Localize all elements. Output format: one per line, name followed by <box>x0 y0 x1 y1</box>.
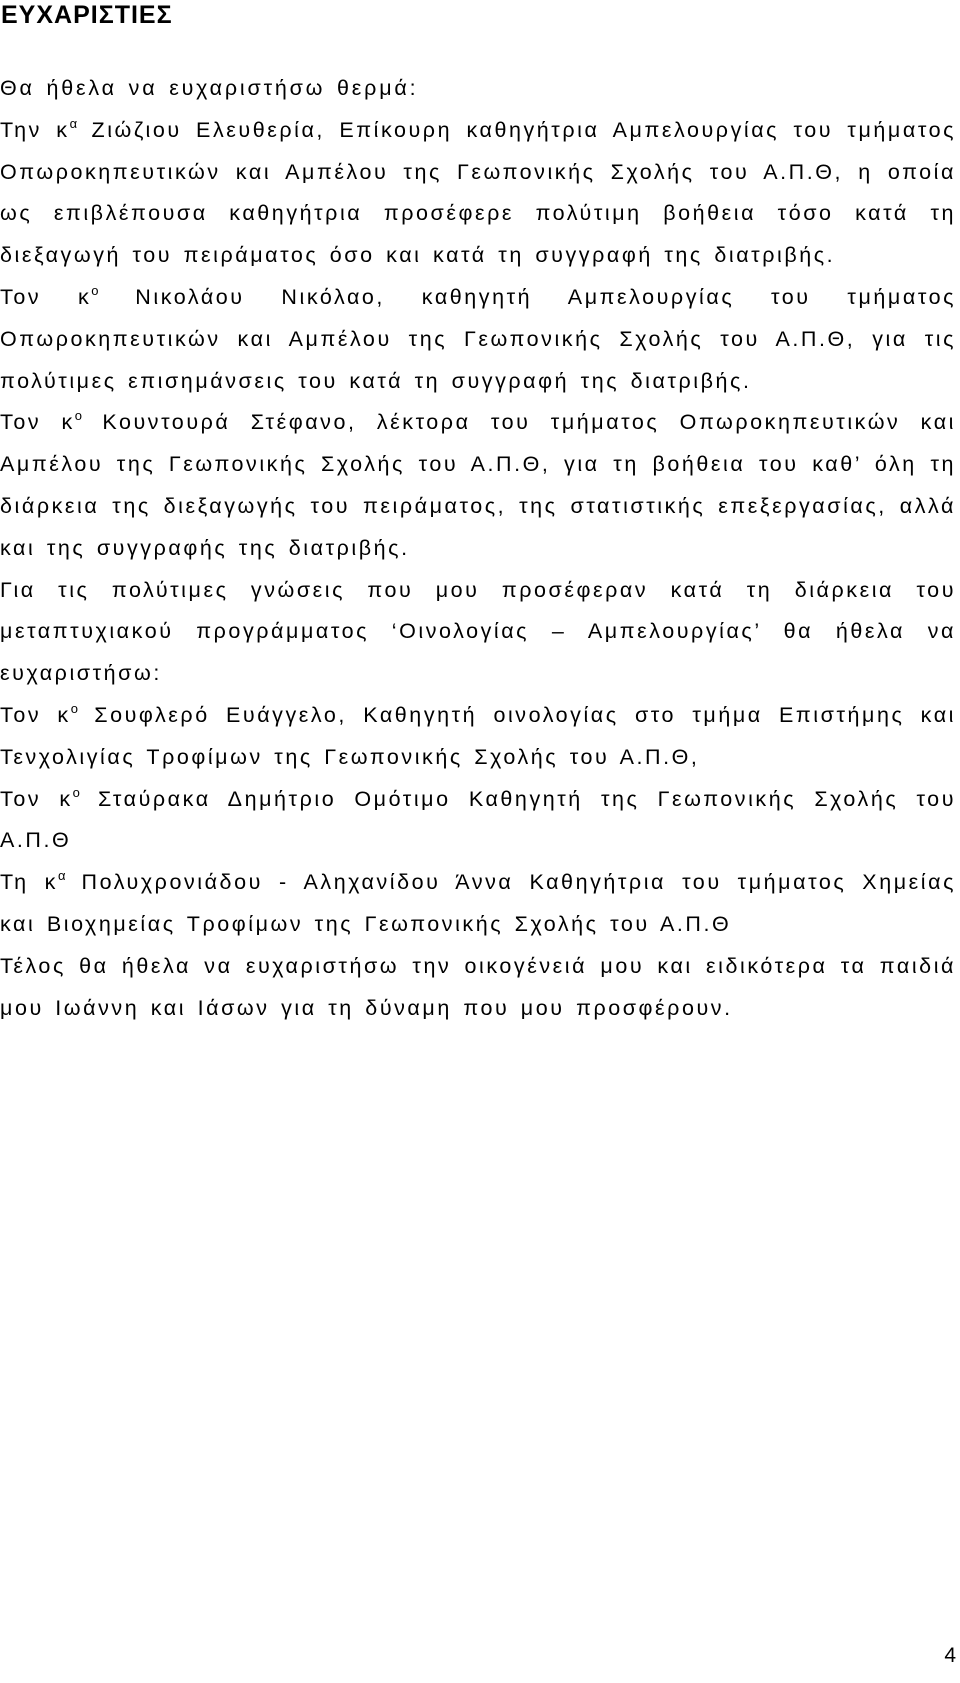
paragraph-soufleros <box>0 695 956 779</box>
title-superscript: ο <box>74 408 82 424</box>
paragraph-family <box>0 946 956 1030</box>
paragraph-prefix: Τον κ <box>0 410 75 435</box>
paragraph-stavrakas <box>0 779 956 863</box>
title-superscript: ο <box>91 282 99 298</box>
paragraph-text: Σταύρακα Δημήτριο Ομότιμο Καθηγητή της Γεωπονικής Σχολής του Α.Π.Θ <box>0 786 956 853</box>
paragraph-text: Κουντουρά Στέφανο, λέκτορα του τμήματος Οπωροκηπευτικών και Αμπέλου της Γεωπονικής Σχολής του Α.Π.Θ, για τη βοήθεια του καθ’ όλη τη διάρκεια της διεξαγωγής του πειράματος, της στατιστικής επεξεργασίας, αλλά και της συγγραφής της διατριβής. <box>0 410 956 560</box>
paragraph-text: Πολυχρονιάδου - Αληχανίδου Άννα Καθηγήτρια του τμήματος Χημείας και Βιοχημείας Τροφίμων της Γεωπονικής Σχολής του Α.Π.Θ <box>0 870 956 936</box>
paragraph-prefix: Τη κ <box>0 870 58 895</box>
paragraph-prefix: Τον κ <box>0 702 71 727</box>
paragraph-program <box>0 570 956 695</box>
acknowledgements-body <box>0 68 956 1029</box>
paragraph-prefix: Τον κ <box>0 786 73 811</box>
page-number: 4 <box>944 1644 956 1667</box>
title-superscript: α <box>57 868 66 884</box>
paragraph-text: Τέλος θα ήθελα να ευχαριστήσω την οικογένειά μου και ειδικότερα τα παιδιά μου Ιωάννη και Ιάσων για τη δύναμη που μου προσφέρουν. <box>0 953 956 1020</box>
paragraph-prefix: Την κ <box>0 117 70 142</box>
paragraph-nikolaoy <box>0 277 956 402</box>
paragraph-ziozioy <box>0 110 956 277</box>
page-title: ΕΥΧΑΡΙΣΤΙΕΣ <box>1 1 173 29</box>
paragraph-text: Σουφλερό Ευάγγελο, Καθηγητή οινολογίας στο τμήμα Επιστήμης και Τενχολιγίας Τροφίμων της Γεωπονικής Σχολής του Α.Π.Θ, <box>0 702 956 769</box>
paragraph-text: Για τις πολύτιμες γνώσεις που μου προσέφεραν κατά τη διάρκεια του μεταπτυχιακού προγράμματος ‘Οινολογίας – Αμπελουργίας’ θα ήθελα να ευχαριστήσω: <box>0 577 956 686</box>
paragraph-text: Ζιώζιου Ελευθερία, Επίκουρη καθηγήτρια Αμπελουργίας του τμήματος Οπωροκηπευτικών και Αμπέλου της Γεωπονικής Σχολής του Α.Π.Θ, η οποία ως επιβλέπουσα καθηγήτρια προσέφερε πολύτιμη βοήθεια τόσο κατά τη διεξαγωγή του πειράματος όσο και κατά τη συγγραφή της διατριβής. <box>0 117 956 268</box>
intro-line: Θα ήθελα να ευχαριστήσω θερμά: <box>0 76 419 100</box>
paragraph-polychroniadou <box>0 862 956 946</box>
title-superscript: α <box>69 115 78 131</box>
title-superscript: ο <box>70 700 78 716</box>
paragraph-kountoura <box>0 402 956 569</box>
title-superscript: ο <box>72 784 80 800</box>
paragraph-prefix: Τον κ <box>0 284 92 309</box>
paragraph-text: Νικολάου Νικόλαο, καθηγητή Αμπελουργίας του τμήματος Οπωροκηπευτικών και Αμπέλου της Γεωπονικής Σχολής του Α.Π.Θ, για τις πολύτιμες επισημάνσεις του κατά τη συγγραφή της διατριβής. <box>0 284 956 393</box>
